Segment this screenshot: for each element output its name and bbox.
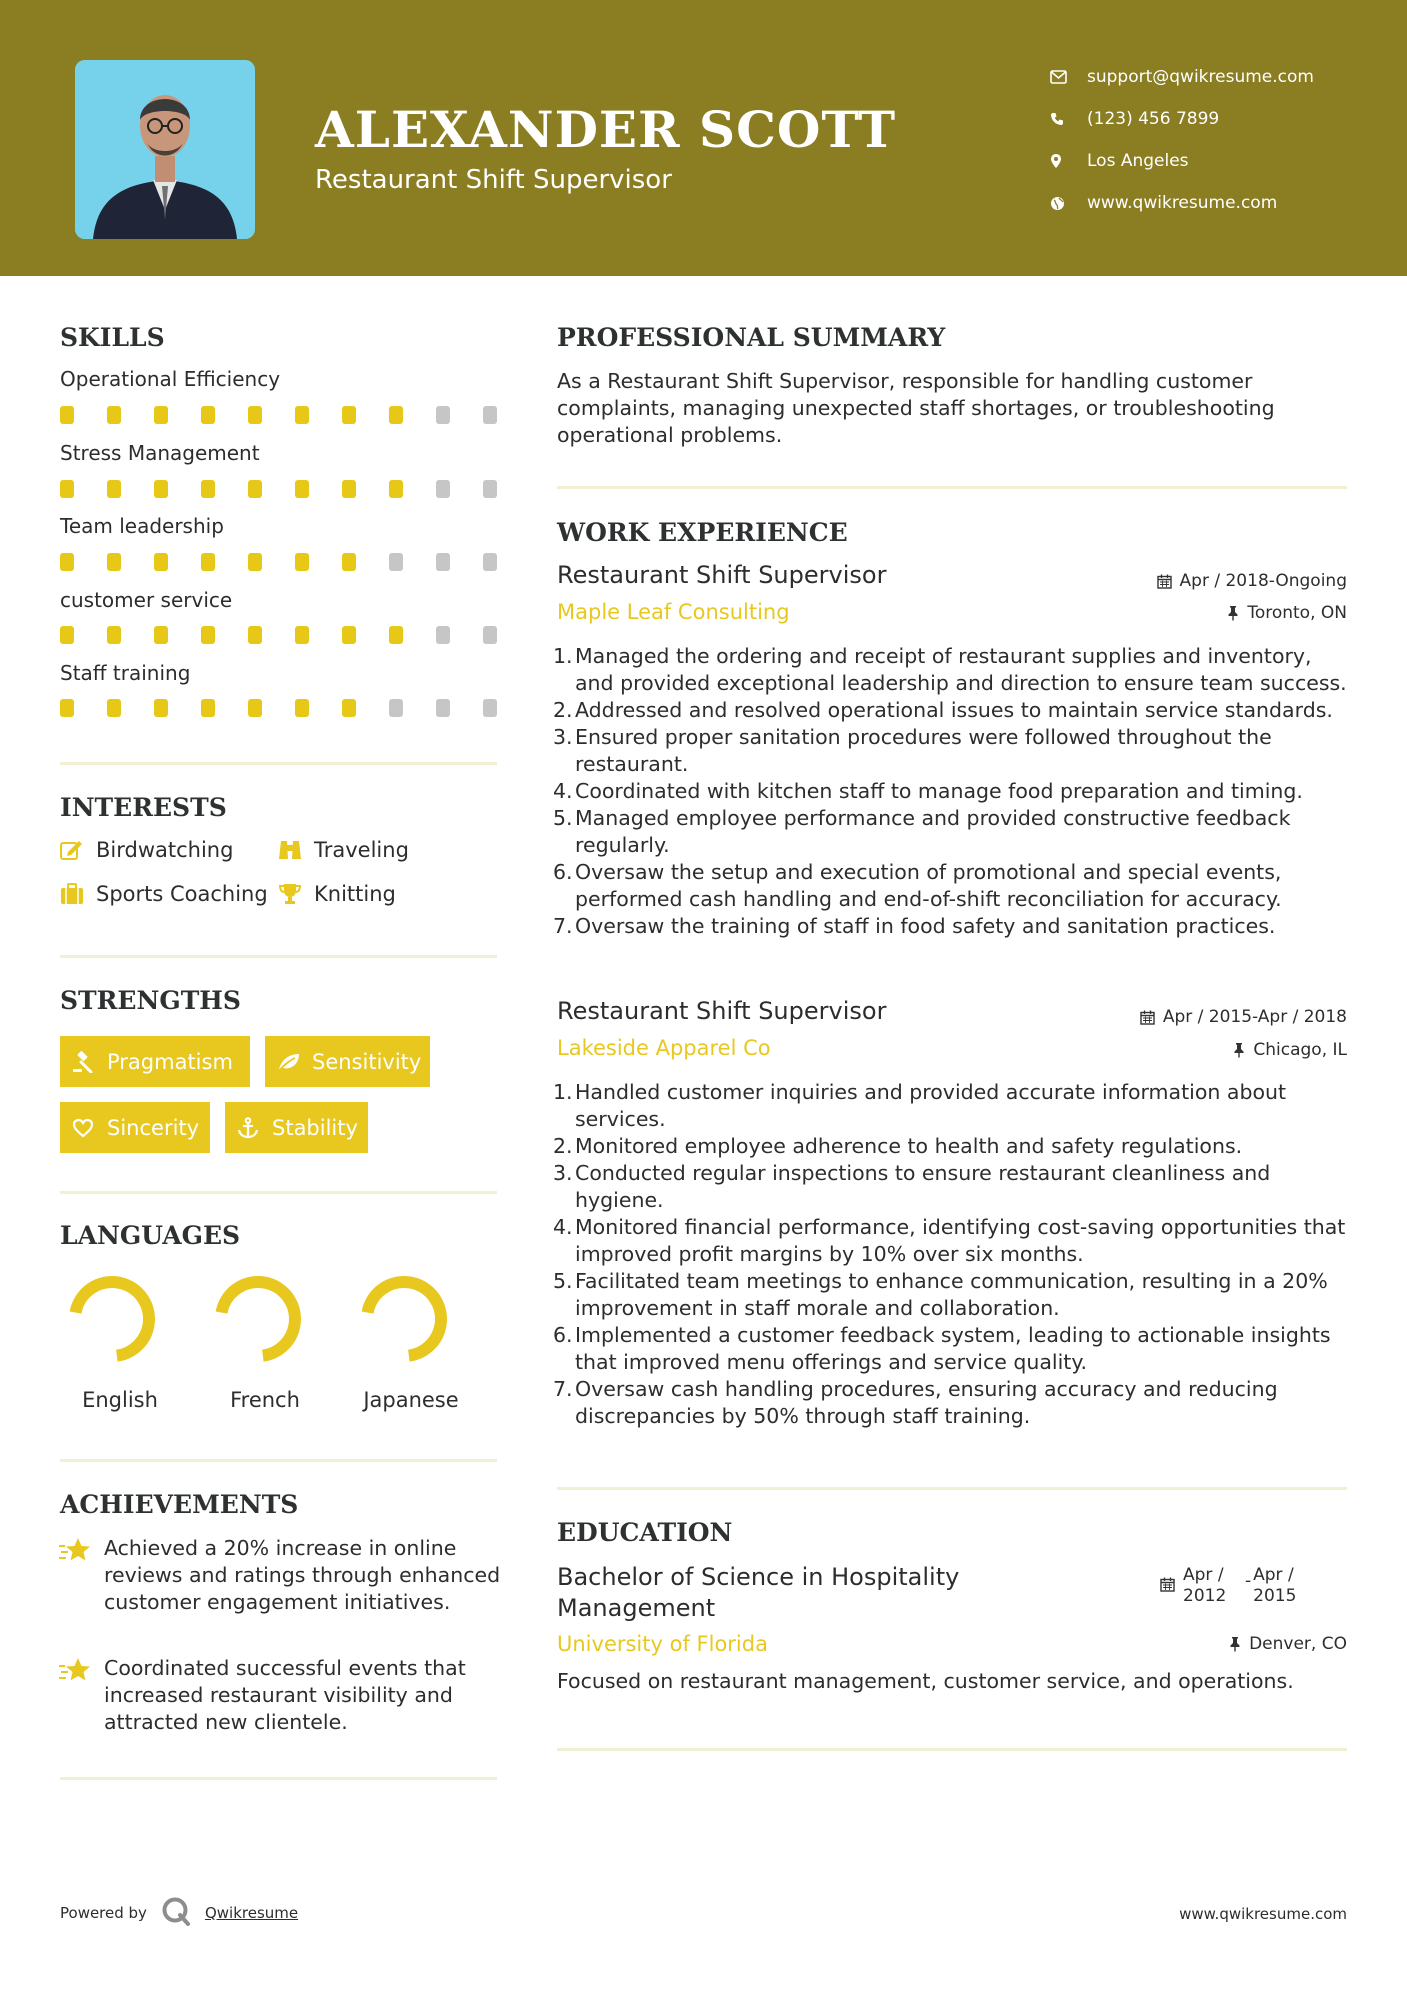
contact-email[interactable]	[1050, 56, 1314, 98]
job-company: Lakeside Apparel Co	[557, 1036, 771, 1060]
list-number: 1.	[553, 1080, 573, 1104]
skill-dot	[483, 699, 497, 717]
list-number: 3.	[553, 1161, 573, 1185]
interest-label: Sports Coaching	[96, 882, 268, 906]
list-item-text: Monitored employee adherence to health and safety regulations.	[575, 1134, 1243, 1158]
skill-dot	[201, 699, 215, 717]
list-number: 2.	[553, 1134, 573, 1158]
calendar-icon	[1160, 1577, 1175, 1598]
strength-label: Stability	[272, 1115, 358, 1140]
star-icon	[58, 1536, 92, 1566]
list-number: 4.	[553, 779, 573, 803]
list-item-text: Coordinated with kitchen staff to manage food preparation and timing.	[575, 779, 1303, 803]
list-item-text: Oversaw cash handling procedures, ensuring accuracy and reducing discrepancies by 50% through staff training.	[575, 1377, 1278, 1428]
list-item	[553, 805, 1353, 859]
skill-dot	[436, 406, 450, 424]
skill-dot	[342, 699, 356, 717]
skill-dot	[201, 626, 215, 644]
skill-dot	[248, 553, 262, 571]
skill-dot	[295, 699, 309, 717]
job-role: Restaurant Shift Supervisor	[557, 561, 887, 589]
job-dates-text: Apr / 2015-Apr / 2018	[1162, 1007, 1347, 1027]
list-number: 5.	[553, 806, 573, 830]
skill-dot	[342, 553, 356, 571]
globe-icon	[1050, 196, 1087, 211]
achievements-heading: ACHIEVEMENTS	[60, 1490, 299, 1519]
summary-heading: PROFESSIONAL SUMMARY	[557, 323, 946, 352]
skill-dot	[436, 699, 450, 717]
language-name: English	[82, 1388, 158, 1412]
interest-item	[60, 882, 268, 906]
skill-dot	[436, 553, 450, 571]
strength-tag	[60, 1036, 250, 1087]
skill-name: Operational Efficiency	[60, 367, 281, 391]
skill-dot	[483, 480, 497, 498]
powered-by-text: Powered by	[60, 1904, 147, 1922]
strength-label: Pragmatism	[107, 1049, 233, 1074]
interest-item	[278, 838, 409, 862]
list-number: 7.	[553, 914, 573, 938]
contact-phone-text: (123) 456 7899	[1087, 109, 1220, 129]
list-number: 3.	[553, 725, 573, 749]
education-location-text: Denver, CO	[1249, 1634, 1347, 1654]
skill-dot	[60, 626, 74, 644]
job-responsibilities	[553, 643, 1353, 940]
skill-dot	[60, 406, 74, 424]
contact-location	[1050, 140, 1314, 182]
pushpin-icon	[1227, 605, 1239, 621]
education-location	[1229, 1634, 1347, 1654]
language-level-arc	[215, 1276, 301, 1362]
job-location-text: Chicago, IL	[1253, 1040, 1347, 1060]
list-item-text: Oversaw the setup and execution of promotional and special events, performed cash handling and end-of-shift reconciliation for accuracy.	[575, 860, 1282, 911]
language-level-ring	[360, 1275, 448, 1363]
skill-dot	[201, 406, 215, 424]
list-item	[553, 697, 1353, 724]
list-item-text: Facilitated team meetings to enhance communication, resulting in a 20% improvement in staff morale and collaboration.	[575, 1269, 1328, 1320]
list-item	[553, 913, 1353, 940]
date-separator: -	[1245, 1571, 1252, 1591]
interest-label: Knitting	[314, 882, 396, 906]
qwikresume-logo-icon	[161, 1896, 191, 1930]
education-description: Focused on restaurant management, customer service, and operations.	[557, 1669, 1294, 1693]
trophy-icon	[278, 883, 314, 905]
job-dates	[1140, 1007, 1347, 1027]
experience-heading: WORK EXPERIENCE	[557, 518, 848, 547]
skill-dot	[248, 699, 262, 717]
list-item-text: Addressed and resolved operational issues to maintain service standards.	[575, 698, 1333, 722]
skill-dot	[154, 406, 168, 424]
star-icon	[58, 1656, 92, 1686]
heart-icon	[72, 1118, 107, 1138]
education-degree: Bachelor of Science in Hospitality Management	[557, 1563, 960, 1622]
list-item	[553, 1322, 1353, 1376]
section-divider	[60, 1459, 497, 1462]
list-item-text: Managed the ordering and receipt of restaurant supplies and inventory, and provided exceptional leadership and direction to ensure team success.	[575, 644, 1347, 695]
list-item-text: Implemented a customer feedback system, leading to actionable insights that improved menu offerings and service quality.	[575, 1323, 1331, 1374]
skill-dot	[483, 553, 497, 571]
language-level-arc	[69, 1276, 155, 1362]
skill-dot	[201, 553, 215, 571]
list-item-text: Ensured proper sanitation procedures were followed throughout the restaurant.	[575, 725, 1272, 776]
education-end: Apr / 2015	[1253, 1565, 1297, 1606]
skill-rating	[60, 626, 497, 644]
interest-item	[278, 882, 396, 906]
interests-heading: INTERESTS	[60, 793, 227, 822]
list-item	[553, 1079, 1353, 1133]
list-item-text: Conducted regular inspections to ensure restaurant cleanliness and hygiene.	[575, 1161, 1271, 1212]
briefcase-icon	[60, 883, 96, 905]
list-item	[553, 778, 1353, 805]
skill-dot	[295, 626, 309, 644]
education-heading: EDUCATION	[557, 1518, 733, 1547]
skill-dot	[154, 699, 168, 717]
job-location-text: Toronto, ON	[1247, 603, 1347, 623]
list-item-text: Managed employee performance and provided constructive feedback regularly.	[575, 806, 1291, 857]
strength-label: Sincerity	[107, 1115, 200, 1140]
profile-photo	[75, 60, 255, 239]
education-school: University of Florida	[557, 1632, 768, 1656]
job-dates-text: Apr / 2018-Ongoing	[1179, 571, 1347, 591]
education-start: Apr / 2012	[1183, 1565, 1227, 1606]
skill-dot	[483, 626, 497, 644]
job-responsibilities	[553, 1079, 1353, 1430]
section-divider	[60, 955, 497, 958]
list-item-text: Monitored financial performance, identifying cost-saving opportunities that improved profit margins by 10% over six months.	[575, 1215, 1346, 1266]
skill-dot	[107, 406, 121, 424]
interest-label: Birdwatching	[96, 838, 234, 862]
list-number: 6.	[553, 1323, 573, 1347]
calendar-icon	[1140, 1010, 1155, 1025]
achievement-text: Coordinated successful events that increased restaurant visibility and attracted new clientele.	[104, 1656, 466, 1734]
language-level-ring	[68, 1275, 156, 1363]
section-divider	[557, 1487, 1347, 1490]
strength-tag	[225, 1102, 368, 1153]
achievement-text: Achieved a 20% increase in online reviews and ratings through enhanced customer engagement initiatives.	[104, 1536, 501, 1614]
contact-location-text: Los Angeles	[1087, 151, 1189, 171]
skill-rating	[60, 553, 497, 571]
skill-name: Staff training	[60, 661, 191, 685]
contact-website[interactable]	[1050, 182, 1314, 224]
skill-name: customer service	[60, 588, 233, 612]
footer-website[interactable]: www.qwikresume.com	[1179, 1905, 1347, 1923]
map-pin-icon	[1050, 153, 1087, 169]
skill-dot	[389, 480, 403, 498]
list-number: 2.	[553, 698, 573, 722]
contact-list	[1050, 56, 1314, 224]
skill-dot	[107, 553, 121, 571]
binoculars-icon	[278, 839, 314, 861]
list-item	[553, 1160, 1353, 1214]
skill-dot	[248, 626, 262, 644]
job-role: Restaurant Shift Supervisor	[557, 997, 887, 1025]
skill-dot	[248, 480, 262, 498]
skill-dot	[389, 406, 403, 424]
skill-dot	[389, 699, 403, 717]
footer-branding	[60, 1896, 298, 1930]
language-name: French	[230, 1388, 300, 1412]
languages-heading: LANGUAGES	[60, 1221, 241, 1250]
section-divider	[60, 1191, 497, 1194]
skill-dot	[295, 406, 309, 424]
envelope-icon	[1050, 70, 1087, 84]
list-item	[553, 1214, 1353, 1268]
pushpin-icon	[1229, 1636, 1241, 1652]
list-item	[553, 1268, 1353, 1322]
summary-text: As a Restaurant Shift Supervisor, responsible for handling customer complaints, managing unexpected staff shortages, or troubleshooting operational problems.	[557, 369, 1275, 447]
skill-dot	[342, 626, 356, 644]
list-item	[553, 859, 1353, 913]
strength-label: Sensitivity	[312, 1049, 422, 1074]
gavel-icon	[72, 1051, 107, 1073]
interest-item	[60, 838, 233, 862]
list-number: 7.	[553, 1377, 573, 1401]
skill-name: Team leadership	[60, 514, 224, 538]
list-number: 1.	[553, 644, 573, 668]
skill-dot	[107, 480, 121, 498]
skill-name: Stress Management	[60, 441, 260, 465]
strengths-heading: STRENGTHS	[60, 986, 241, 1015]
candidate-title: Restaurant Shift Supervisor	[315, 165, 672, 195]
list-item	[553, 643, 1353, 697]
section-divider	[60, 1777, 497, 1780]
skill-dot	[60, 699, 74, 717]
edit-icon	[60, 839, 96, 861]
resume-header	[0, 0, 1407, 276]
skill-rating	[60, 699, 497, 717]
interest-label: Traveling	[314, 838, 409, 862]
education-dates	[1160, 1565, 1303, 1607]
list-item-text: Oversaw the training of staff in food safety and sanitation practices.	[575, 914, 1276, 938]
language-level-arc	[361, 1276, 447, 1362]
skill-dot	[60, 553, 74, 571]
skill-dot	[295, 480, 309, 498]
candidate-name: ALEXANDER SCOTT	[315, 100, 897, 159]
skill-dot	[154, 626, 168, 644]
skill-rating	[60, 406, 497, 424]
skills-heading: SKILLS	[60, 323, 165, 352]
list-number: 6.	[553, 860, 573, 884]
skill-dot	[436, 480, 450, 498]
skill-dot	[248, 406, 262, 424]
strength-tag	[60, 1102, 210, 1153]
phone-icon	[1050, 112, 1087, 126]
list-item-text: Handled customer inquiries and provided accurate information about services.	[575, 1080, 1287, 1131]
language-level-ring	[214, 1275, 302, 1363]
skill-dot	[107, 626, 121, 644]
qwikresume-link[interactable]: Qwikresume	[204, 1904, 299, 1922]
section-divider	[557, 1748, 1347, 1751]
list-item	[553, 724, 1353, 778]
anchor-icon	[237, 1117, 272, 1139]
job-location	[1233, 1040, 1347, 1060]
skill-dot	[154, 480, 168, 498]
leaf-icon	[277, 1052, 312, 1072]
skill-dot	[436, 626, 450, 644]
list-item	[553, 1376, 1353, 1430]
job-location	[1227, 603, 1347, 623]
skill-dot	[107, 699, 121, 717]
contact-phone	[1050, 98, 1314, 140]
skill-dot	[389, 553, 403, 571]
skill-dot	[389, 626, 403, 644]
skill-dot	[60, 480, 74, 498]
skill-dot	[201, 480, 215, 498]
contact-website-text: www.qwikresume.com	[1087, 193, 1278, 213]
skill-dot	[342, 480, 356, 498]
section-divider	[557, 486, 1347, 489]
skill-dot	[154, 553, 168, 571]
skill-dot	[295, 553, 309, 571]
job-dates	[1157, 571, 1347, 591]
contact-email-text: support@qwikresume.com	[1087, 67, 1314, 87]
skill-dot	[342, 406, 356, 424]
pushpin-icon	[1233, 1042, 1245, 1058]
job-company: Maple Leaf Consulting	[557, 600, 790, 624]
skill-dot	[483, 406, 497, 424]
language-name: Japanese	[363, 1388, 459, 1412]
section-divider	[60, 762, 497, 765]
strength-tag	[265, 1036, 430, 1087]
list-item	[553, 1133, 1353, 1160]
list-number: 4.	[553, 1215, 573, 1239]
skill-rating	[60, 480, 497, 498]
list-number: 5.	[553, 1269, 573, 1293]
calendar-icon	[1157, 574, 1172, 589]
